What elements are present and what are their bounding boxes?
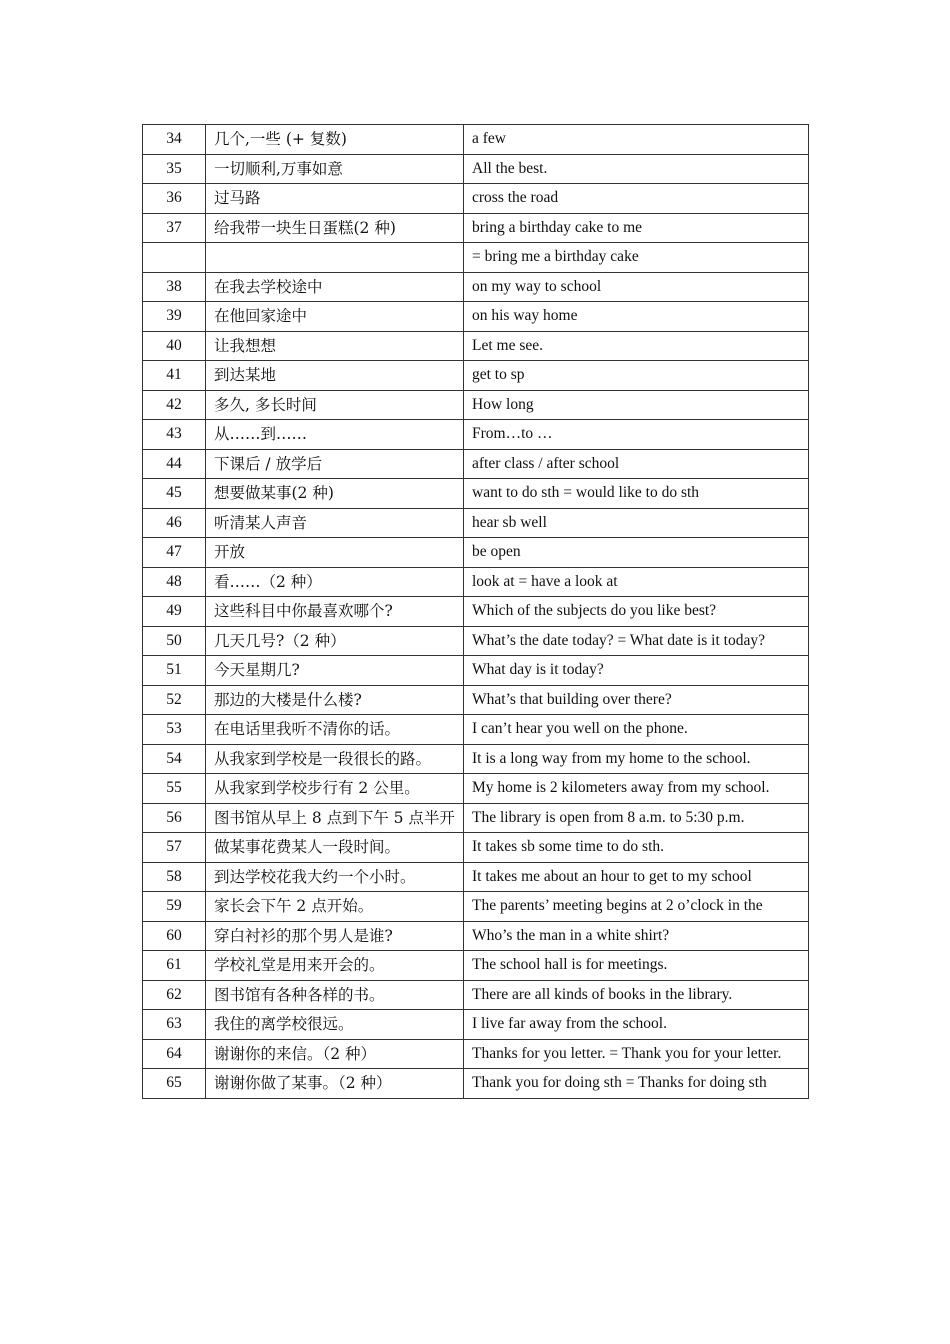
english-phrase: want to do sth = would like to do sth <box>464 479 809 509</box>
table-row <box>143 184 809 214</box>
english-phrase: Which of the subjects do you like best? <box>464 597 809 627</box>
chinese-phrase: 家长会下午 2 点开始。 <box>206 892 464 922</box>
row-number: 65 <box>143 1069 206 1099</box>
chinese-phrase: 想要做某事(2 种) <box>206 479 464 509</box>
vocabulary-table-body <box>143 125 809 1099</box>
table-row <box>143 213 809 243</box>
row-number: 56 <box>143 803 206 833</box>
english-phrase: get to sp <box>464 361 809 391</box>
table-row <box>143 833 809 863</box>
english-phrase: a few <box>464 125 809 155</box>
table-row <box>143 626 809 656</box>
english-phrase: It takes sb some time to do sth. <box>464 833 809 863</box>
chinese-phrase: 学校礼堂是用来开会的。 <box>206 951 464 981</box>
chinese-phrase: 到达学校花我大约一个小时。 <box>206 862 464 892</box>
row-number: 57 <box>143 833 206 863</box>
row-number: 41 <box>143 361 206 391</box>
english-phrase: on his way home <box>464 302 809 332</box>
english-phrase: look at = have a look at <box>464 567 809 597</box>
table-row <box>143 567 809 597</box>
english-phrase: The library is open from 8 a.m. to 5:30 p.m. <box>464 803 809 833</box>
english-phrase: From…to … <box>464 420 809 450</box>
chinese-phrase: 几天几号?（2 种） <box>206 626 464 656</box>
english-phrase: Thank you for doing sth = Thanks for doing sth <box>464 1069 809 1099</box>
chinese-phrase: 穿白衬衫的那个男人是谁? <box>206 921 464 951</box>
chinese-phrase: 看……（2 种） <box>206 567 464 597</box>
chinese-phrase: 从……到…… <box>206 420 464 450</box>
row-number: 36 <box>143 184 206 214</box>
row-number: 60 <box>143 921 206 951</box>
table-row <box>143 951 809 981</box>
chinese-phrase: 过马路 <box>206 184 464 214</box>
table-row <box>143 125 809 155</box>
table-row <box>143 361 809 391</box>
row-number: 38 <box>143 272 206 302</box>
row-number: 46 <box>143 508 206 538</box>
row-number: 44 <box>143 449 206 479</box>
table-row <box>143 892 809 922</box>
english-phrase: All the best. <box>464 154 809 184</box>
table-row <box>143 479 809 509</box>
row-number <box>143 243 206 273</box>
table-row <box>143 243 809 273</box>
chinese-phrase: 从我家到学校步行有 2 公里。 <box>206 774 464 804</box>
table-row <box>143 656 809 686</box>
row-number: 55 <box>143 774 206 804</box>
row-number: 52 <box>143 685 206 715</box>
row-number: 59 <box>143 892 206 922</box>
table-row <box>143 685 809 715</box>
table-row <box>143 1010 809 1040</box>
english-phrase: Who’s the man in a white shirt? <box>464 921 809 951</box>
chinese-phrase: 从我家到学校是一段很长的路。 <box>206 744 464 774</box>
english-phrase: What day is it today? <box>464 656 809 686</box>
chinese-phrase: 做某事花费某人一段时间。 <box>206 833 464 863</box>
table-row <box>143 538 809 568</box>
english-phrase: What’s the date today? = What date is it today? <box>464 626 809 656</box>
table-row <box>143 921 809 951</box>
english-phrase: My home is 2 kilometers away from my school. <box>464 774 809 804</box>
table-row <box>143 597 809 627</box>
english-phrase: on my way to school <box>464 272 809 302</box>
english-phrase: be open <box>464 538 809 568</box>
table-row <box>143 803 809 833</box>
chinese-phrase: 图书馆从早上 8 点到下午 5 点半开 <box>206 803 464 833</box>
english-phrase: It is a long way from my home to the school. <box>464 744 809 774</box>
table-row <box>143 154 809 184</box>
table-row <box>143 980 809 1010</box>
english-phrase: I live far away from the school. <box>464 1010 809 1040</box>
chinese-phrase: 几个,一些 (+ 复数) <box>206 125 464 155</box>
row-number: 34 <box>143 125 206 155</box>
table-row <box>143 449 809 479</box>
row-number: 54 <box>143 744 206 774</box>
english-phrase: How long <box>464 390 809 420</box>
chinese-phrase: 在电话里我听不清你的话。 <box>206 715 464 745</box>
vocabulary-table <box>142 124 809 1099</box>
table-row <box>143 862 809 892</box>
table-row <box>143 1039 809 1069</box>
chinese-phrase: 到达某地 <box>206 361 464 391</box>
chinese-phrase: 谢谢你做了某事。（2 种） <box>206 1069 464 1099</box>
chinese-phrase: 图书馆有各种各样的书。 <box>206 980 464 1010</box>
table-row <box>143 715 809 745</box>
row-number: 42 <box>143 390 206 420</box>
chinese-phrase: 听清某人声音 <box>206 508 464 538</box>
table-row <box>143 390 809 420</box>
row-number: 39 <box>143 302 206 332</box>
chinese-phrase: 今天星期几? <box>206 656 464 686</box>
chinese-phrase: 下课后 / 放学后 <box>206 449 464 479</box>
table-row <box>143 331 809 361</box>
english-phrase: The parents’ meeting begins at 2 o’clock in the <box>464 892 809 922</box>
chinese-phrase: 我住的离学校很远。 <box>206 1010 464 1040</box>
table-row <box>143 420 809 450</box>
english-phrase: Thanks for you letter. = Thank you for your letter. <box>464 1039 809 1069</box>
chinese-phrase: 在他回家途中 <box>206 302 464 332</box>
english-phrase: cross the road <box>464 184 809 214</box>
row-number: 37 <box>143 213 206 243</box>
row-number: 63 <box>143 1010 206 1040</box>
english-phrase: Let me see. <box>464 331 809 361</box>
table-row <box>143 774 809 804</box>
chinese-phrase: 给我带一块生日蛋糕(2 种) <box>206 213 464 243</box>
row-number: 49 <box>143 597 206 627</box>
table-row <box>143 744 809 774</box>
english-phrase: There are all kinds of books in the library. <box>464 980 809 1010</box>
row-number: 51 <box>143 656 206 686</box>
english-phrase: = bring me a birthday cake <box>464 243 809 273</box>
chinese-phrase: 那边的大楼是什么楼? <box>206 685 464 715</box>
english-phrase: bring a birthday cake to me <box>464 213 809 243</box>
row-number: 43 <box>143 420 206 450</box>
row-number: 40 <box>143 331 206 361</box>
english-phrase: The school hall is for meetings. <box>464 951 809 981</box>
row-number: 53 <box>143 715 206 745</box>
chinese-phrase: 多久, 多长时间 <box>206 390 464 420</box>
row-number: 48 <box>143 567 206 597</box>
row-number: 64 <box>143 1039 206 1069</box>
english-phrase: What’s that building over there? <box>464 685 809 715</box>
chinese-phrase: 这些科目中你最喜欢哪个? <box>206 597 464 627</box>
row-number: 47 <box>143 538 206 568</box>
table-row <box>143 272 809 302</box>
chinese-phrase: 谢谢你的来信。（2 种） <box>206 1039 464 1069</box>
chinese-phrase: 让我想想 <box>206 331 464 361</box>
english-phrase: hear sb well <box>464 508 809 538</box>
chinese-phrase: 开放 <box>206 538 464 568</box>
table-row <box>143 1069 809 1099</box>
chinese-phrase <box>206 243 464 273</box>
chinese-phrase: 在我去学校途中 <box>206 272 464 302</box>
table-row <box>143 302 809 332</box>
english-phrase: It takes me about an hour to get to my school <box>464 862 809 892</box>
table-row <box>143 508 809 538</box>
row-number: 58 <box>143 862 206 892</box>
row-number: 45 <box>143 479 206 509</box>
row-number: 35 <box>143 154 206 184</box>
row-number: 61 <box>143 951 206 981</box>
english-phrase: I can’t hear you well on the phone. <box>464 715 809 745</box>
chinese-phrase: 一切顺利,万事如意 <box>206 154 464 184</box>
english-phrase: after class / after school <box>464 449 809 479</box>
row-number: 50 <box>143 626 206 656</box>
row-number: 62 <box>143 980 206 1010</box>
